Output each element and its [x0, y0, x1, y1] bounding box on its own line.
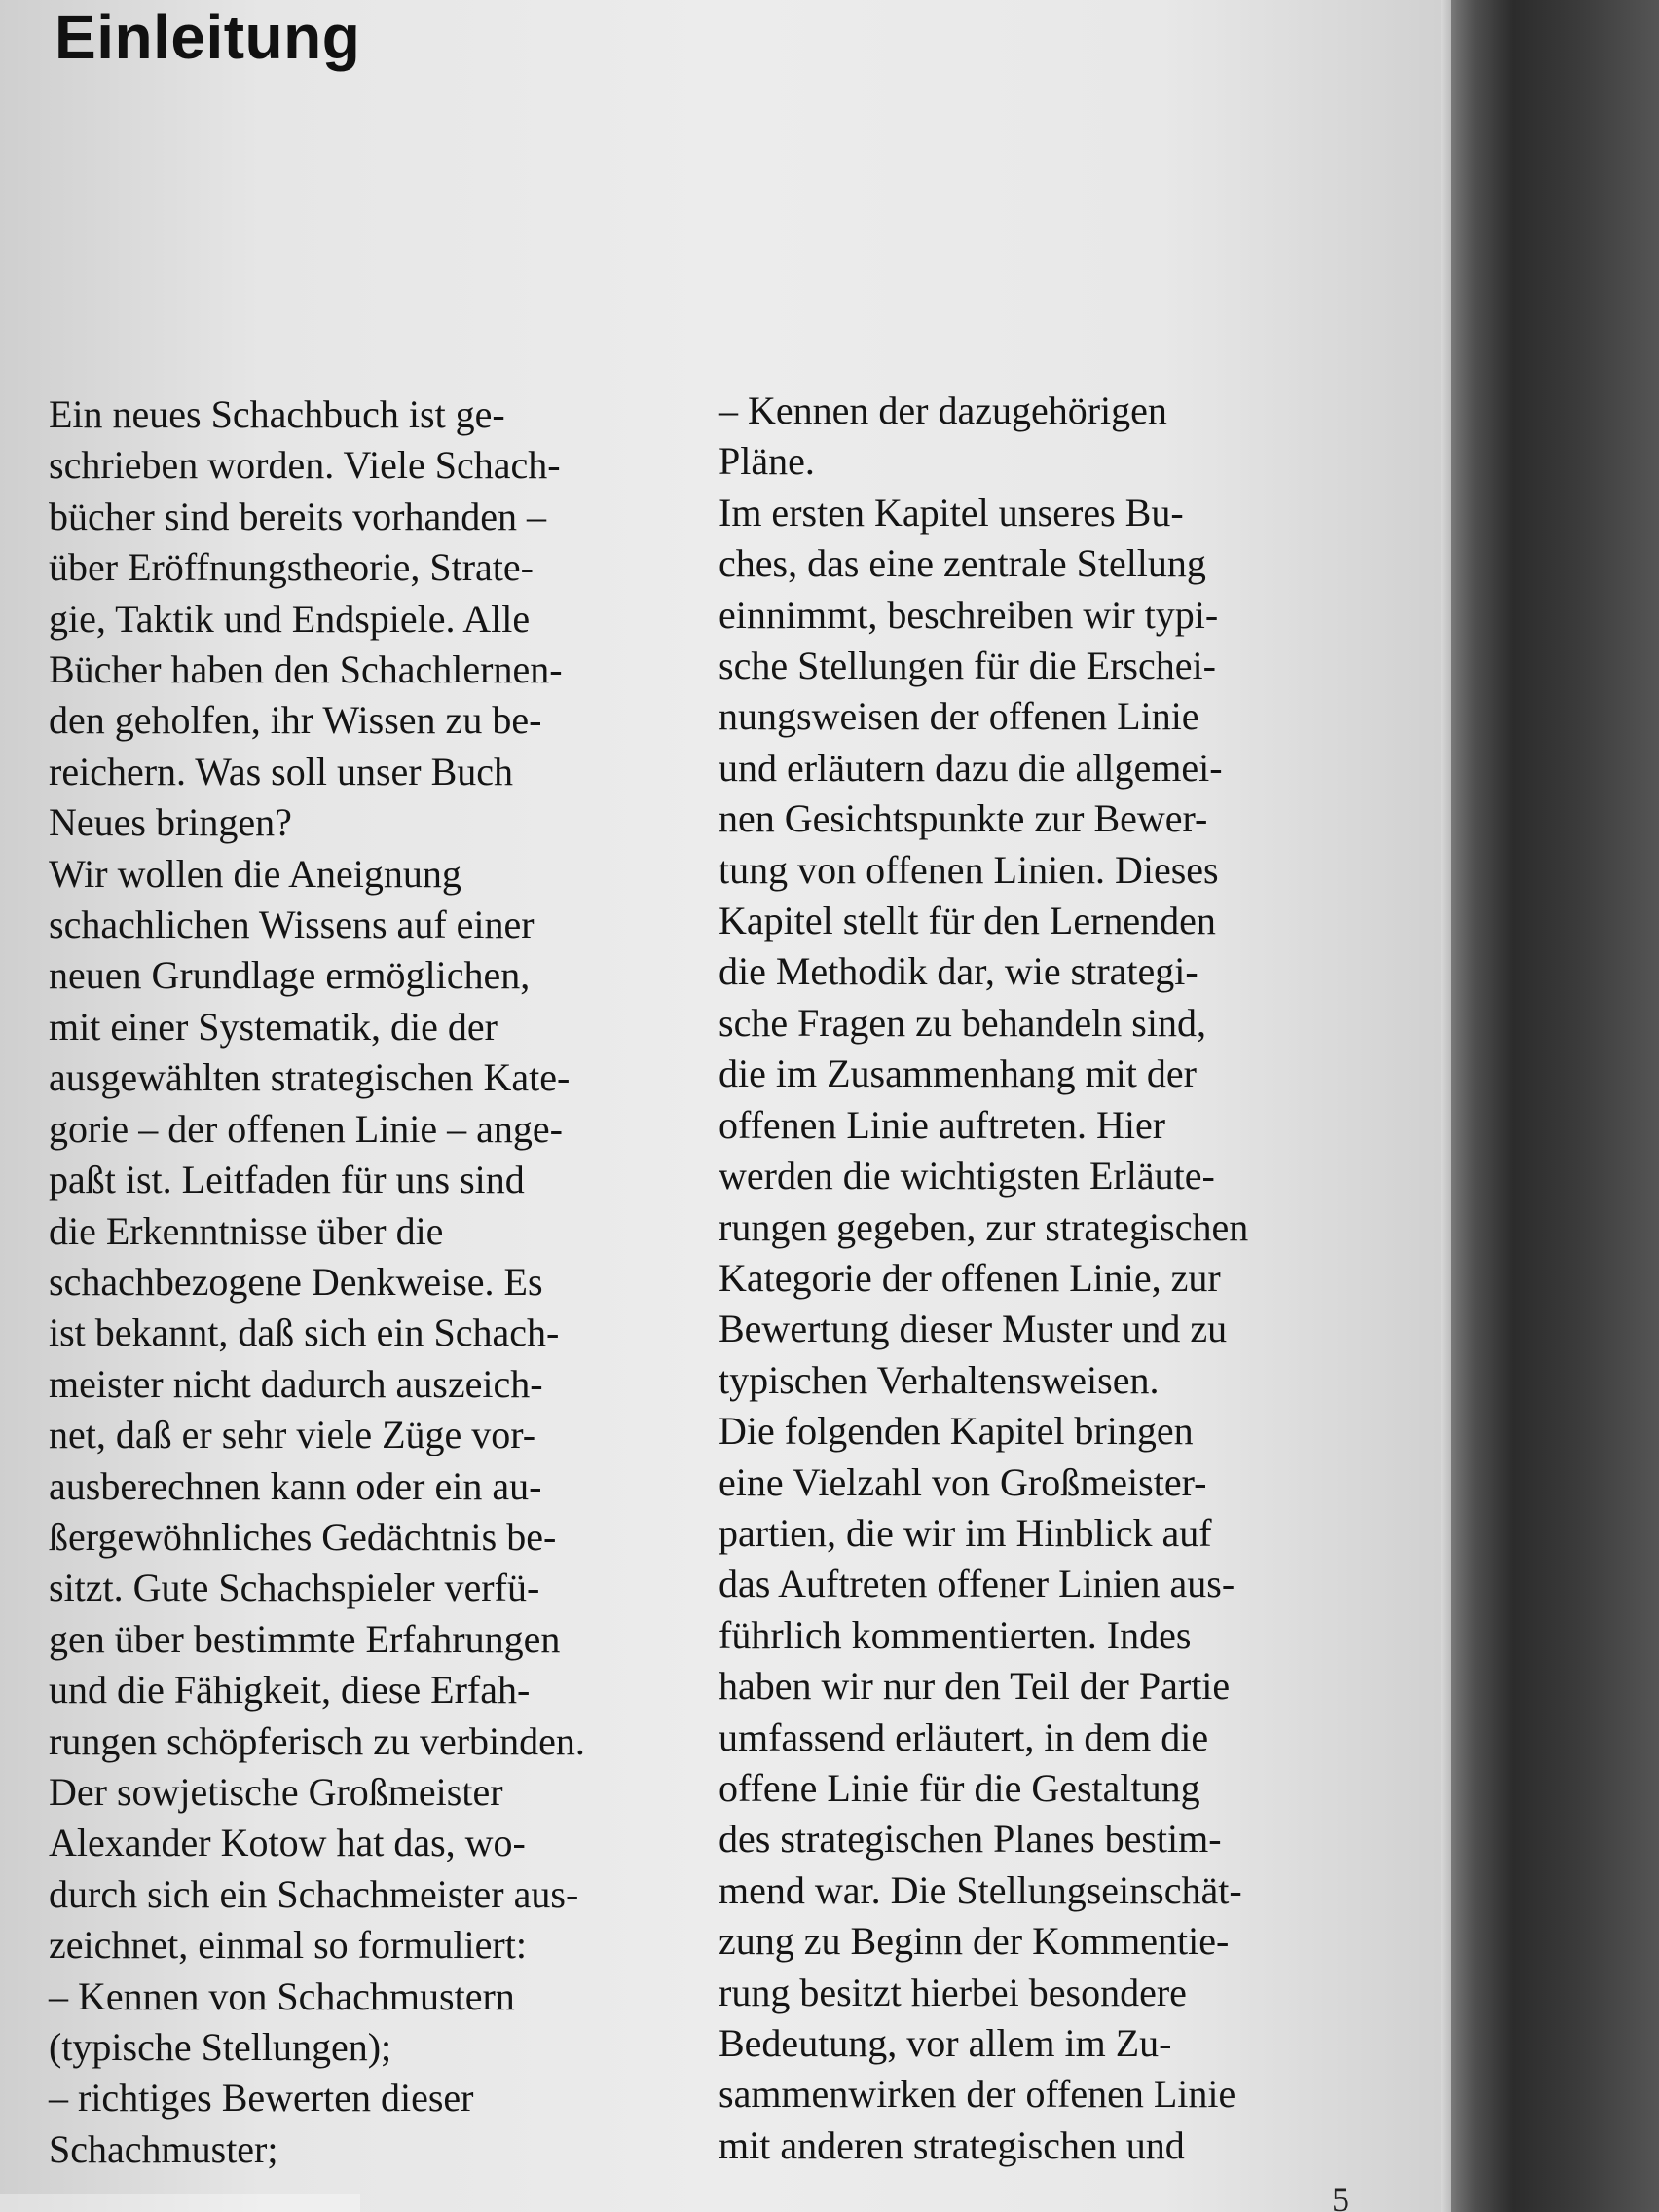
left-column-line: (typische Stellungen);	[49, 2025, 392, 2069]
left-column-line: Ein neues Schachbuch ist ge-	[49, 392, 505, 436]
right-column-line: rungen gegeben, zur strategischen	[719, 1204, 1249, 1249]
left-column-line: paßt ist. Leitfaden für uns sind	[49, 1158, 525, 1202]
left-column-line: schachbezogene Denkweise. Es	[49, 1259, 543, 1304]
right-column-line: mit anderen strategischen und	[719, 2122, 1185, 2167]
right-column-line: Bewertung dieser Muster und zu	[719, 1307, 1228, 1351]
right-column-line: und erläutern dazu die allgemei-	[719, 745, 1223, 790]
left-column-line: zeichnet, einmal so formuliert:	[49, 1923, 527, 1968]
left-column-line: net, daß er sehr viele Züge vor-	[49, 1413, 536, 1457]
right-column-line: eine Vielzahl von Großmeister-	[719, 1459, 1207, 1504]
left-column-line: ßergewöhnliches Gedächtnis be-	[49, 1514, 557, 1559]
left-column-line: gie, Taktik und Endspiele. Alle	[49, 596, 531, 641]
right-column-line: offenen Linie auftreten. Hier	[719, 1102, 1166, 1147]
left-column-line: sitzt. Gute Schachspieler verfü-	[49, 1566, 540, 1610]
left-text-column	[49, 389, 691, 2175]
page-title: Einleitung	[55, 2, 361, 72]
right-column-line: rung besitzt hierbei besondere	[719, 1970, 1187, 2014]
right-column-line: des strategischen Planes bestim-	[719, 1817, 1222, 1862]
left-column-line: – richtiges Bewerten dieser	[49, 2076, 474, 2120]
right-column-line: nungsweisen der offenen Linie	[719, 694, 1199, 739]
left-column-line: die Erkenntnisse über die	[49, 1208, 444, 1253]
right-column-line: offene Linie für die Gestaltung	[719, 1765, 1200, 1810]
right-column-line: die Methodik dar, wie strategi-	[719, 949, 1198, 994]
book-spine	[1451, 0, 1659, 2212]
left-column-line: rungen schöpferisch zu verbinden.	[49, 1718, 585, 1763]
right-column-line: werden die wichtigsten Erläute-	[719, 1154, 1215, 1198]
right-column-line: tung von offenen Linien. Dieses	[719, 847, 1219, 892]
left-column-line: Wir wollen die Aneignung	[49, 851, 461, 896]
left-column-line: gen über bestimmte Erfahrungen	[49, 1616, 561, 1661]
left-column-line: Alexander Kotow hat das, wo-	[49, 1821, 526, 1865]
right-column-line: mend war. Die Stellungseinschät-	[719, 1867, 1242, 1912]
right-column-line: einnimmt, beschreiben wir typi-	[719, 592, 1219, 637]
left-column-line: reichern. Was soll unser Buch	[49, 749, 514, 793]
left-column-line: Der sowjetische Großmeister	[49, 1769, 503, 1814]
right-column-line: die im Zusammenhang mit der	[719, 1051, 1197, 1096]
right-column-line: Kategorie der offenen Linie, zur	[719, 1255, 1221, 1300]
right-column-line: – Kennen der dazugehörigen	[719, 388, 1167, 432]
right-column-line: Bedeutung, vor allem im Zu-	[719, 2021, 1172, 2065]
left-column-line: – Kennen von Schachmustern	[49, 1973, 515, 2018]
watermark-logo	[0, 2181, 370, 2212]
right-column-line: Im ersten Kapitel unseres Bu-	[719, 490, 1184, 535]
right-column-line: ches, das eine zentrale Stellung	[719, 541, 1206, 586]
right-text-column	[719, 386, 1400, 2171]
left-column-line: Neues bringen?	[49, 800, 292, 845]
left-column-line: und die Fähigkeit, diese Erfah-	[49, 1668, 531, 1713]
left-column-line: ausgewählten strategischen Kate-	[49, 1055, 571, 1100]
right-column-line: das Auftreten offener Linien aus-	[719, 1562, 1235, 1606]
right-column-line: zung zu Beginn der Kommentie-	[719, 1919, 1230, 1964]
right-column-line: umfassend erläutert, in dem die	[719, 1714, 1209, 1759]
left-column-line: Bücher haben den Schachlernen-	[49, 647, 563, 692]
left-column-line: ausberechnen kann oder ein au-	[49, 1463, 542, 1508]
watermark-graphic	[0, 2184, 370, 2212]
right-column-line: Pläne.	[719, 439, 815, 484]
right-column-line: Die folgenden Kapitel bringen	[719, 1409, 1194, 1454]
left-column-line: mit einer Systematik, die der	[49, 1004, 498, 1049]
left-column-line: bücher sind bereits vorhanden –	[49, 494, 546, 538]
left-column-line: neuen Grundlage ermöglichen,	[49, 953, 531, 998]
right-column-line: nen Gesichtspunkte zur Bewer-	[719, 796, 1208, 841]
page-number: 5	[1332, 2180, 1349, 2212]
right-column-line: führlich kommentierten. Indes	[719, 1612, 1192, 1657]
right-column-line: typischen Verhaltensweisen.	[719, 1357, 1160, 1402]
left-column-line: Schachmuster;	[49, 2126, 278, 2171]
left-column-line: den geholfen, ihr Wissen zu be-	[49, 698, 542, 743]
right-column-line: sammenwirken der offenen Linie	[719, 2072, 1236, 2117]
left-column-line: meister nicht dadurch auszeich-	[49, 1361, 543, 1406]
left-column-line: ist bekannt, daß sich ein Schach-	[49, 1310, 560, 1355]
right-column-line: partien, die wir im Hinblick auf	[719, 1510, 1212, 1555]
left-column-line: schrieben worden. Viele Schach-	[49, 443, 561, 488]
left-column-line: durch sich ein Schachmeister aus-	[49, 1871, 579, 1916]
right-column-line: sche Fragen zu behandeln sind,	[719, 1000, 1206, 1045]
right-column-line: sche Stellungen für die Erschei-	[719, 644, 1216, 688]
left-column-line: schachlichen Wissens auf einer	[49, 903, 535, 947]
left-column-line: über Eröffnungstheorie, Strate-	[49, 545, 534, 590]
right-column-line: Kapitel stellt für den Lernenden	[719, 899, 1216, 943]
right-column-line: haben wir nur den Teil der Partie	[719, 1664, 1231, 1709]
left-column-line: gorie – der offenen Linie – ange-	[49, 1106, 563, 1151]
